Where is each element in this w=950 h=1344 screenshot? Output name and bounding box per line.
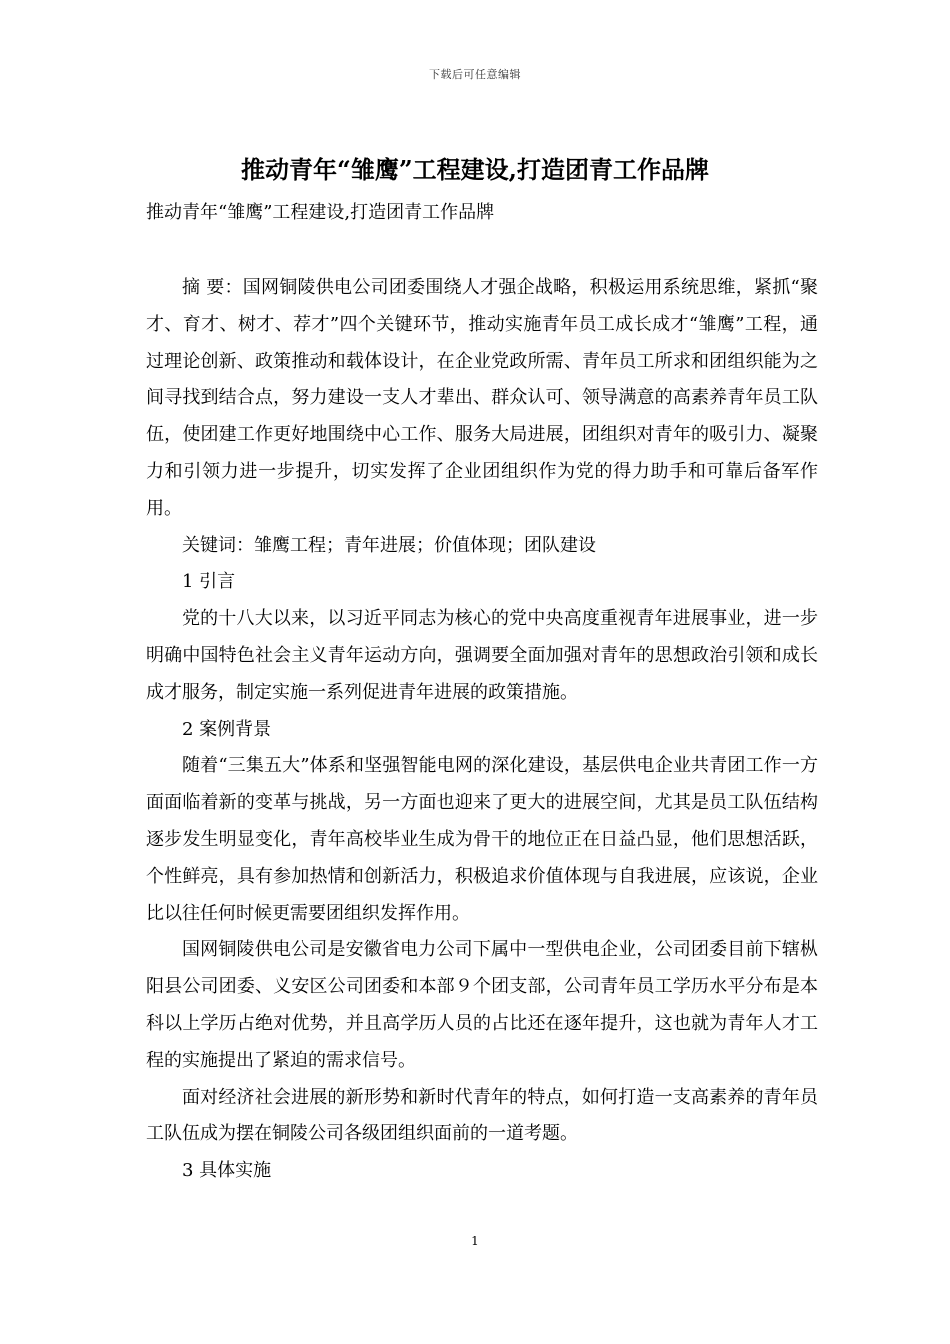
- document-title: 推动青年“雏鹰”工程建设,打造团青工作品牌: [241, 155, 709, 184]
- background-paragraph-1: 随着“三集五大”体系和坚强智能电网的深化建设，基层供电企业共青团工作一方面面临着新的变革与挑战，另一方面也迎来了更大的进展空间，尤其是员工队伍结构逐步发生明显变化，青年高校毕业生成为骨干的地位正在日益凸显，他们思想活跃，个性鲜亮，具有参加热情和创新活力，积极追求价值体现与自我进展，应该说，企业比以往任何时候更需要团组织发挥作用。: [146, 755, 818, 924]
- background-paragraph-2: 国网铜陵供电公司是安徽省电力公司下属中一型供电企业，公司团委目前下辖枞阳县公司团委、义安区公司团委和本部９个团支部，公司青年员工学历水平分布是本科以上学历占绝对优势，并且高学历人员的占比还在逐年提升，这也就为青年人才工程的实施提出了紧迫的需求信号。: [146, 939, 818, 1071]
- introduction-paragraph: 党的十八大以来，以习近平同志为核心的党中央高度重视青年进展事业，进一步明确中国特色社会主义青年运动方向，强调要全面加强对青年的思想政治引领和成长成才服务，制定实施一系列促进青年进展的政策措施。: [146, 608, 818, 703]
- section-heading-background: 2 案例背景: [182, 718, 272, 740]
- section-heading-introduction: 1 引言: [182, 571, 236, 593]
- section-heading-implementation: 3 具体实施: [182, 1160, 272, 1182]
- keywords-paragraph: 关键词：雏鹰工程；青年进展；价值体现；团队建设: [182, 534, 596, 556]
- document-subtitle: 推动青年“雏鹰”工程建设,打造团青工作品牌: [146, 202, 495, 223]
- abstract-paragraph: 摘 要：国网铜陵供电公司团委围绕人才强企战略，积极运用系统思维，紧抓“聚才、育才、树才、荐才”四个关键环节，推动实施青年员工成长成才“雏鹰”工程，通过理论创新、政策推动和载体设计，在企业党政所需、青年员工所求和团组织能为之间寻找到结合点，努力建设一支人才辈出、群众认可、领导满意的高素养青年员工队伍，使团建工作更好地围绕中心工作、服务大局进展，团组织对青年的吸引力、凝聚力和引领力进一步提升，切实发挥了企业团组织作为党的得力助手和可靠后备军作用。: [146, 277, 818, 519]
- document-body: [146, 270, 818, 1190]
- header-note: 下载后可任意编辑: [429, 68, 521, 81]
- page-number: 1: [471, 1234, 479, 1248]
- background-paragraph-3: 面对经济社会进展的新形势和新时代青年的特点，如何打造一支高素养的青年员工队伍成为摆在铜陵公司各级团组织面前的一道考题。: [146, 1086, 818, 1145]
